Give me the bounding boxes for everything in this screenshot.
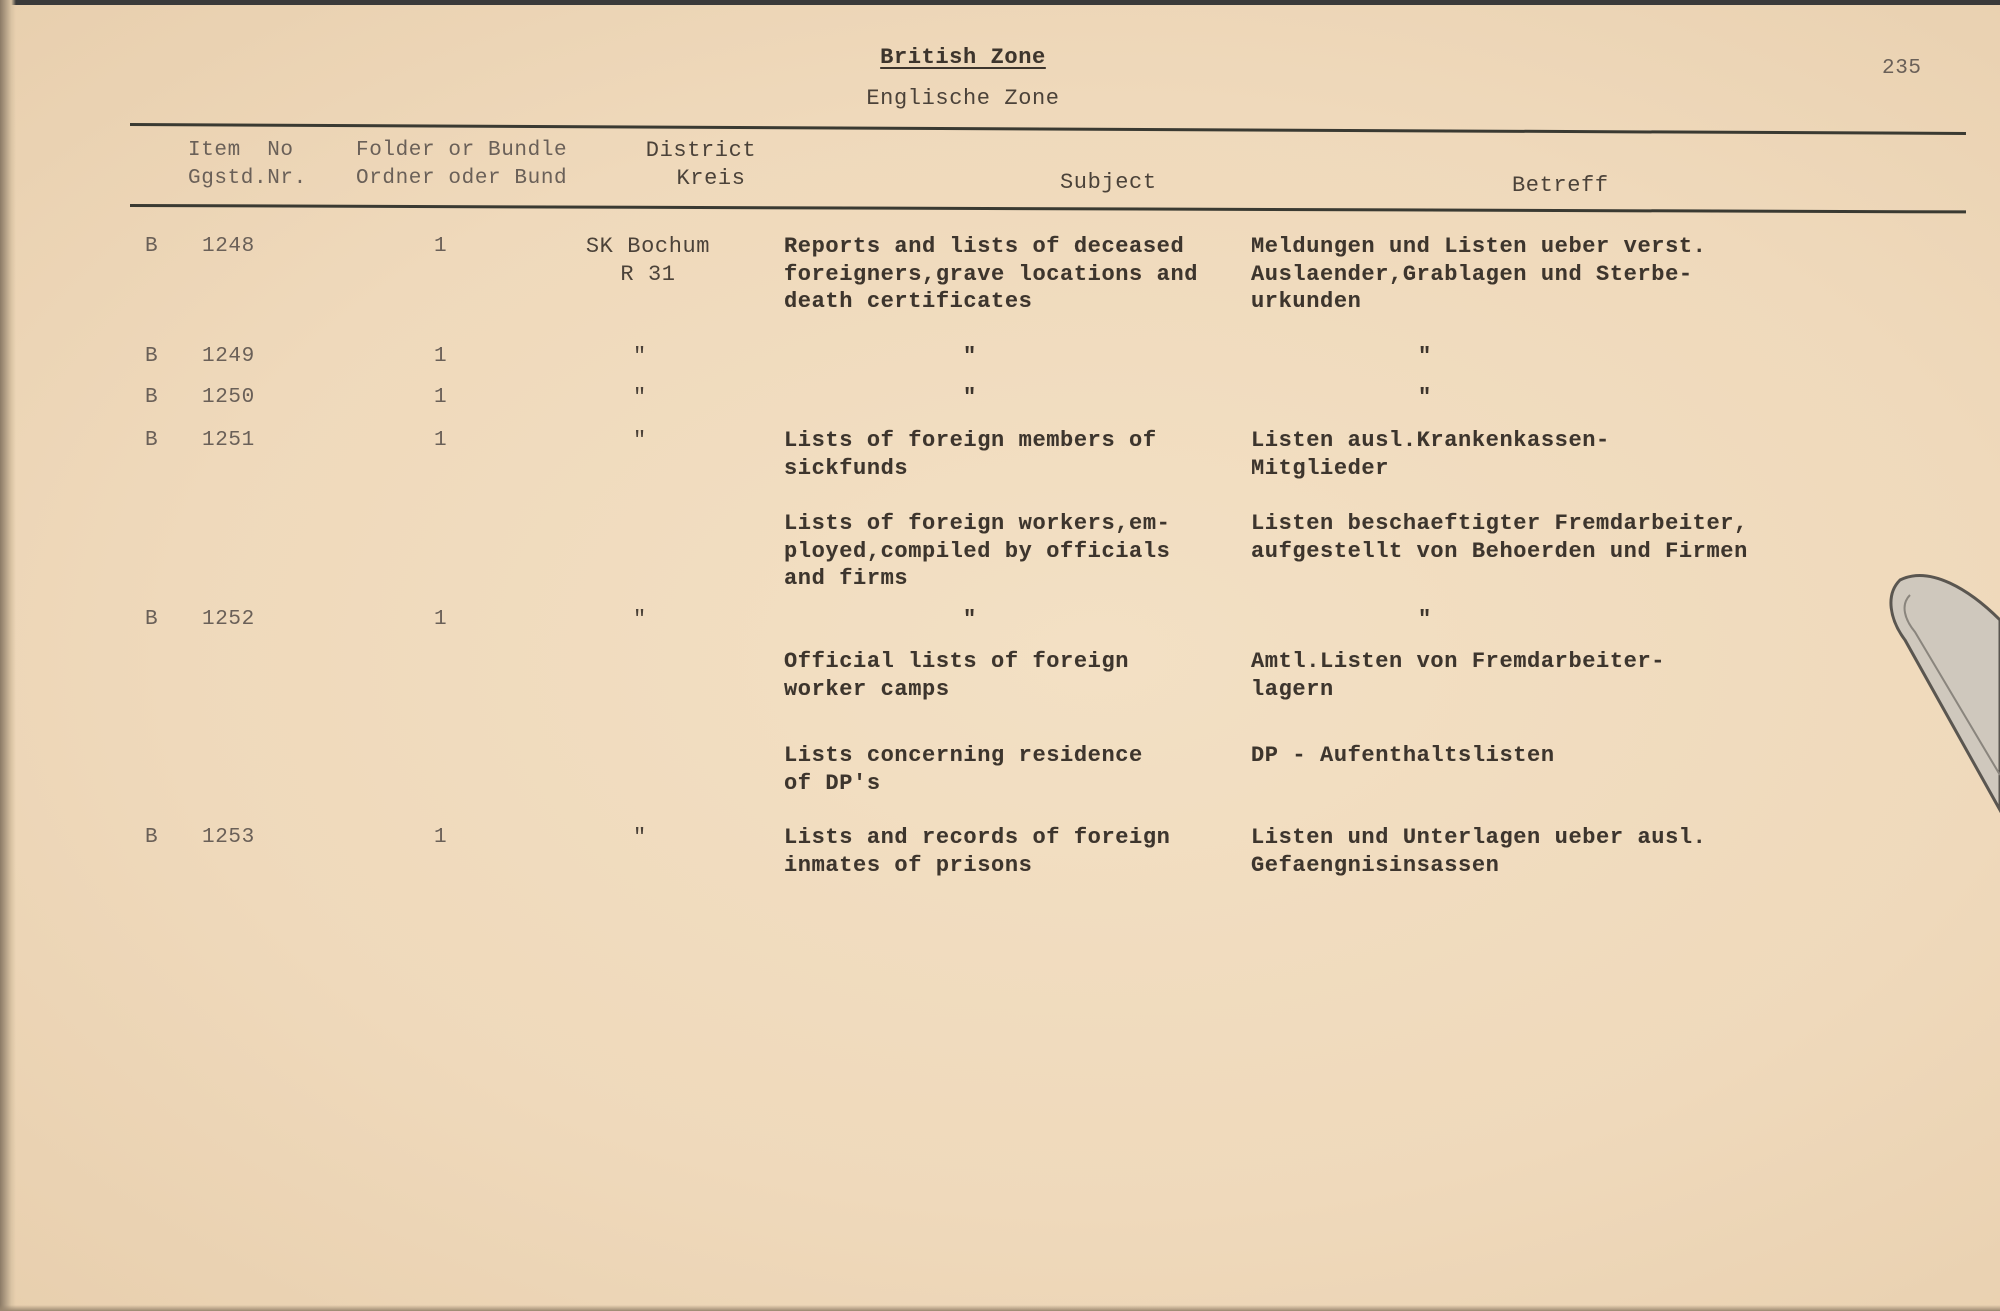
col-district-de: Kreis <box>676 166 746 191</box>
cell-district: " <box>633 344 647 369</box>
col-item-de: Ggstd.Nr. <box>188 167 307 190</box>
col-folder-en: Folder or Bundle <box>356 139 568 162</box>
header-bottom-rule <box>130 204 1966 213</box>
page-binding-edge <box>0 0 16 1311</box>
cell-betreff: Listen beschaeftigter Fremdarbeiter, aufgestellt von Behoerden und Firmen <box>1251 511 1748 564</box>
cell-series: B <box>145 826 159 849</box>
cell-district: " <box>633 428 647 453</box>
cell-betreff: Listen und Unterlagen ueber ausl. Gefaengnisinsassen <box>1251 825 1707 878</box>
cell-subject: " <box>963 344 977 369</box>
cell-betreff: Amtl.Listen von Fremdarbeiter- lagern <box>1251 649 1666 702</box>
cell-subject: Lists concerning residence of DP's <box>784 743 1143 796</box>
cell-series: B <box>145 386 159 409</box>
page-title: British Zone <box>880 45 1046 70</box>
cell-series: B <box>145 429 159 452</box>
cell-folder-count: 1 <box>434 345 448 368</box>
cell-district: SK Bochum R 31 <box>585 234 711 287</box>
tweezers-object <box>1880 560 2000 820</box>
cell-item-number: 1249 <box>202 345 255 368</box>
cell-series: B <box>145 345 159 368</box>
cell-betreff: " <box>1418 607 1432 632</box>
cell-betreff: Meldungen und Listen ueber verst. Auslaender,Grablagen und Sterbe- urkunden <box>1251 234 1707 314</box>
cell-betreff: DP - Aufenthaltslisten <box>1251 743 1555 768</box>
col-district-en: District <box>645 138 757 163</box>
cell-subject: " <box>963 607 977 632</box>
cell-item-number: 1252 <box>202 608 255 631</box>
col-betreff: Betreff <box>1512 173 1609 198</box>
cell-subject: Lists of foreign workers,em- ployed,compiled by officials and firms <box>784 511 1171 591</box>
cell-item-number: 1248 <box>202 235 255 258</box>
cell-district: " <box>633 607 647 632</box>
cell-subject: Lists and records of foreign inmates of prisons <box>784 825 1171 878</box>
cell-betreff: " <box>1418 385 1432 410</box>
page-subtitle: Englische Zone <box>866 86 1060 111</box>
page-number: 235 <box>1882 57 1922 80</box>
cell-item-number: 1250 <box>202 386 255 409</box>
cell-folder-count: 1 <box>434 386 448 409</box>
cell-betreff: " <box>1418 344 1432 369</box>
scan-top-edge <box>0 0 2000 5</box>
cell-item-number: 1251 <box>202 429 255 452</box>
cell-folder-count: 1 <box>434 826 448 849</box>
cell-folder-count: 1 <box>434 429 448 452</box>
cell-subject: Reports and lists of deceased foreigners,grave locations and death certificates <box>784 234 1199 314</box>
cell-subject: Lists of foreign members of sickfunds <box>784 428 1157 481</box>
cell-series: B <box>145 608 159 631</box>
cell-subject: " <box>963 385 977 410</box>
cell-folder-count: 1 <box>434 235 448 258</box>
header-top-rule <box>130 123 1966 135</box>
cell-series: B <box>145 235 159 258</box>
cell-subject: Official lists of foreign worker camps <box>784 649 1130 702</box>
cell-district: " <box>633 385 647 410</box>
col-item-en: Item No <box>188 139 294 162</box>
cell-item-number: 1253 <box>202 826 255 849</box>
cell-betreff: Listen ausl.Krankenkassen- Mitglieder <box>1251 428 1610 481</box>
col-subject: Subject <box>1060 170 1157 195</box>
cell-district: " <box>633 825 647 850</box>
cell-folder-count: 1 <box>434 608 448 631</box>
col-folder-de: Ordner oder Bund <box>356 167 568 190</box>
scan-bottom-edge <box>0 1305 2000 1311</box>
